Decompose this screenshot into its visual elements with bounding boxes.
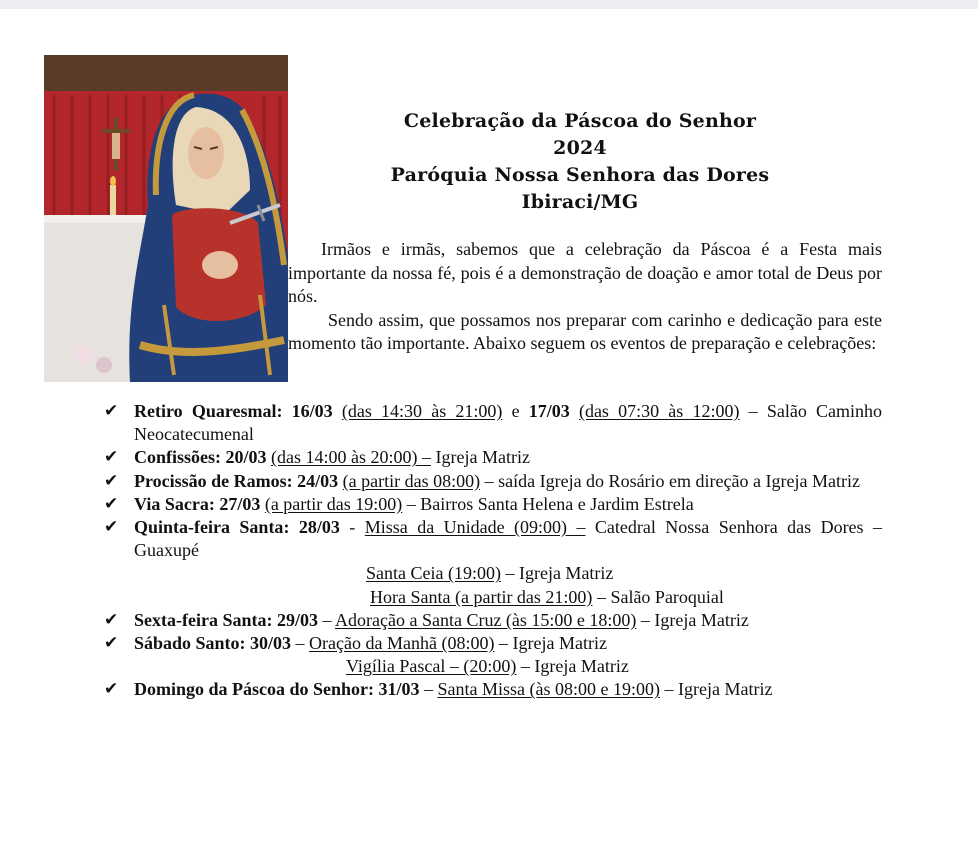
- title-city: Ibiraci/MG: [521, 191, 639, 213]
- check-icon: ✔: [104, 517, 119, 538]
- event-item: Oração da Manhã (08:00): [309, 633, 495, 654]
- check-icon: ✔: [104, 633, 119, 654]
- event-dash: –: [291, 633, 310, 654]
- event-time: (a partir das 19:00): [264, 493, 403, 514]
- check-icon: ✔: [104, 493, 119, 514]
- event-item: Hora Santa (a partir das 21:00): [370, 586, 593, 607]
- title-parish: Paróquia Nossa Senhora das Dores: [390, 164, 770, 186]
- title-line-1: Celebração da Páscoa do Senhor: [403, 110, 757, 132]
- event-place: – Igreja Matriz: [494, 633, 607, 654]
- event-place: – saída Igreja do Rosário em direção a Igreja Matriz: [480, 470, 860, 491]
- event-via-sacra: [104, 493, 882, 516]
- event-place: – Igreja Matriz: [500, 563, 614, 584]
- intro-paragraph-2: Sendo assim, que possamos nos preparar com carinho e dedicação para este momento tão importante. Abaixo seguem os eventos de preparação e celebrações:: [288, 309, 882, 353]
- event-time: (das 07:30 às 12:00): [578, 401, 740, 421]
- event-connector: e: [502, 401, 529, 421]
- event-sub-santa-ceia: [366, 562, 978, 585]
- event-item: Missa da Unidade (09:00) –: [364, 517, 586, 538]
- event-place: – Salão Paroquial: [592, 586, 724, 607]
- intro-paragraph-1: Irmãos e irmãs, sabemos que a celebração da Páscoa é a Festa mais importante da nossa fé, pois é a demonstração de doação e amor total de Deus por nós.: [288, 239, 882, 306]
- event-domingo-da-pascoa: [104, 678, 882, 701]
- check-icon: ✔: [104, 679, 119, 700]
- event-dash: –: [317, 609, 335, 630]
- event-label: Retiro Quaresmal: 16/03: [134, 401, 333, 421]
- check-icon: ✔: [104, 470, 119, 491]
- our-lady-of-sorrows-statue-image: [44, 55, 288, 382]
- event-retiro: [104, 400, 882, 446]
- check-icon: ✔: [104, 401, 119, 421]
- event-item: Vigília Pascal – (20:00): [346, 656, 517, 677]
- event-place: – Igreja Matriz: [660, 679, 773, 700]
- event-label: Procissão de Ramos: 24/03: [134, 470, 339, 491]
- event-label: Sexta-feira Santa: 29/03: [134, 609, 318, 630]
- event-separator: -: [339, 517, 365, 538]
- event-sub-hora-santa: [370, 586, 978, 609]
- event-sexta-feira-santa: [104, 609, 882, 632]
- event-label: Confissões: 20/03: [134, 447, 267, 468]
- event-sabado-santo: [104, 632, 882, 655]
- event-item: Adoração a Santa Cruz (às 15:00 e 18:00): [335, 609, 637, 630]
- top-bar: [0, 0, 978, 9]
- event-place: – Bairros Santa Helena e Jardim Estrela: [402, 493, 694, 514]
- event-place: Catedral Nossa Senhora das Dores – Guaxupé: [134, 517, 882, 561]
- event-place: – Salão Caminho Neocatecumenal: [134, 401, 883, 445]
- title-year: 2024: [553, 137, 607, 159]
- event-label: Via Sacra: 27/03: [134, 493, 261, 514]
- intro-text: [288, 238, 882, 356]
- event-time: (das 14:30 às 21:00): [341, 401, 503, 421]
- event-place: – Igreja Matriz: [516, 656, 629, 677]
- event-quinta-feira-santa: [104, 516, 882, 562]
- title-block: [380, 108, 780, 216]
- event-label: Quinta-feira Santa: [134, 517, 284, 538]
- event-dash: –: [419, 679, 438, 700]
- event-date: 17/03: [528, 401, 570, 421]
- event-confissoes: [104, 446, 882, 469]
- event-label: Domingo da Páscoa do Senhor: 31/03: [134, 679, 420, 700]
- event-item: Santa Ceia (19:00): [366, 563, 501, 584]
- event-date: : 28/03: [283, 517, 340, 538]
- event-place: Igreja Matriz: [431, 447, 530, 468]
- event-time: (a partir das 08:00): [342, 470, 481, 491]
- event-item: Santa Missa (às 08:00 e 19:00): [437, 679, 660, 700]
- events-list: [104, 400, 882, 702]
- event-place: – Igreja Matriz: [636, 609, 749, 630]
- event-procissao-de-ramos: [104, 470, 882, 493]
- check-icon: ✔: [104, 609, 119, 630]
- check-icon: ✔: [104, 447, 119, 468]
- event-label: Sábado Santo: 30/03: [134, 633, 292, 654]
- event-time: (das 14:00 às 20:00) –: [271, 447, 431, 468]
- event-sub-vigilia-pascal: [346, 655, 978, 678]
